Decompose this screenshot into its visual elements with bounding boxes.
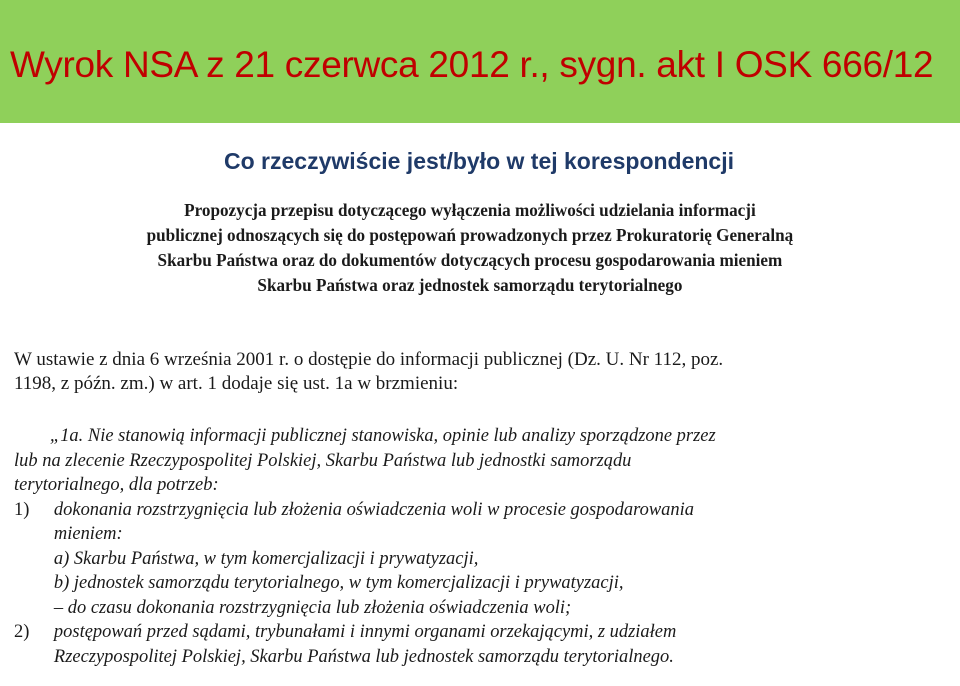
quoted-provision <box>14 424 942 669</box>
provision-item-1 <box>14 498 940 523</box>
slide-title: Wyrok NSA z 21 czerwca 2012 r., sygn. akt I OSK 666/12 <box>10 44 934 85</box>
provision-item-text: dokonania rozstrzygnięcia lub złożenia oświadczenia woli w procesie gospodarowania <box>53 499 694 520</box>
provision-item-2 <box>14 620 940 645</box>
intro-line: 1198, z późn. zm.) w art. 1 dodaje się ust. 1a w brzmieniu: <box>14 373 459 394</box>
document-heading <box>0 198 960 298</box>
provision-line: lub na zlecenie Rzeczypospolitej Polskiej, Skarbu Państwa lub jednostki samorządu <box>14 450 632 471</box>
provision-line: terytorialnego, dla potrzeb: <box>14 475 219 495</box>
title-bar <box>0 0 960 123</box>
slide-subtitle: Co rzeczywiście jest/było w tej korespondencji <box>224 148 734 174</box>
provision-subitem-a: a) Skarbu Państwa, w tym komercjalizacji i prywatyzacji, <box>53 548 479 569</box>
provision-subitem-b: b) jednostek samorządu terytorialnego, w tym komercjalizacji i prywatyzacji, <box>53 573 624 593</box>
heading-line: Skarbu Państwa oraz jednostek samorządu terytorialnego <box>257 275 683 295</box>
item-number: 2) <box>14 622 30 642</box>
provision-line: „1a. Nie stanowią informacji publicznej stanowiska, opinie lub analizy sporządzone przez <box>49 426 716 446</box>
provision-line: mieniem: <box>53 524 123 544</box>
provision-dash-item: – do czasu dokonania rozstrzygnięcia lub złożenia oświadczenia woli; <box>53 597 572 618</box>
provision-line: Rzeczypospolitej Polskiej, Skarbu Państwa lub jednostek samorządu terytorialnego. <box>53 646 674 667</box>
intro-line: W ustawie z dnia 6 września 2001 r. o dostępie do informacji publicznej (Dz. U. Nr 112, poz. <box>14 349 724 370</box>
heading-line: Skarbu Państwa oraz do dokumentów dotyczących procesu gospodarowania mieniem <box>157 250 783 270</box>
heading-line: publicznej odnoszących się do postępowań prowadzonych przez Prokuratorię Generalną <box>146 225 794 245</box>
item-number: 1) <box>14 499 30 520</box>
heading-line: Propozycja przepisu dotyczącego wyłączenia możliwości udzielania informacji <box>184 200 756 220</box>
scanned-document <box>0 192 960 686</box>
document-intro <box>14 348 934 396</box>
provision-item-text: postępowań przed sądami, trybunałami i innymi organami orzekającymi, z udziałem <box>53 622 677 642</box>
